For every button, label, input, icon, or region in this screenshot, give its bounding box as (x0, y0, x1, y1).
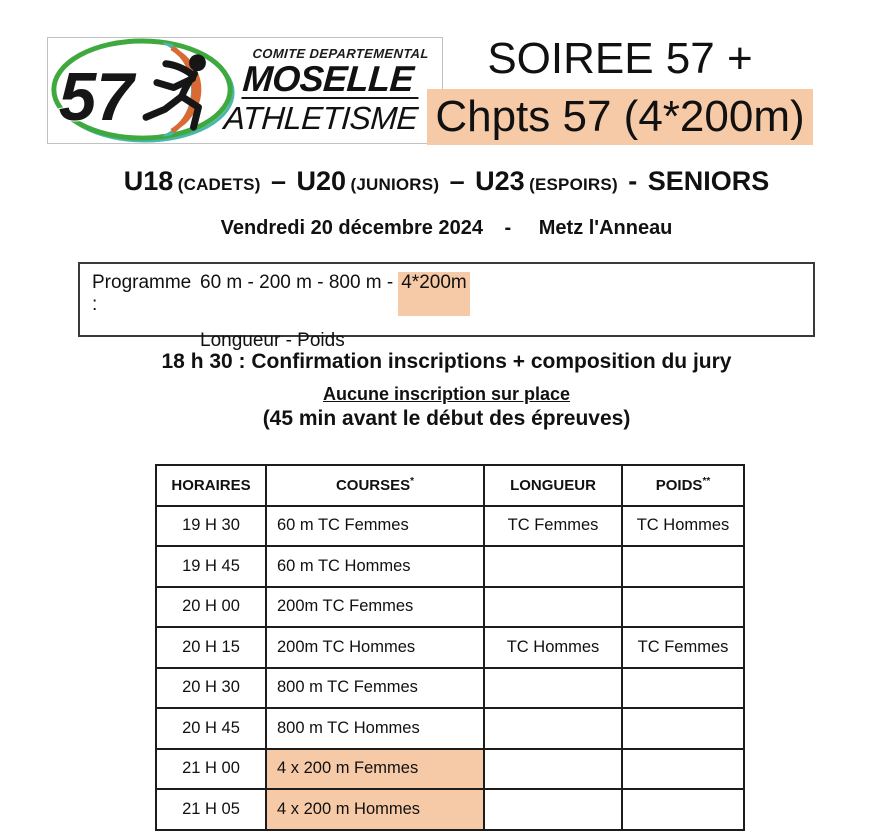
cell-poids (622, 587, 744, 628)
column-header-courses: COURSES* (266, 465, 484, 506)
table-row (156, 587, 744, 628)
cell-course: 800 m TC Hommes (266, 708, 484, 749)
cell-longueur: TC Femmes (484, 506, 622, 547)
logo-org-line2: MOSELLE (241, 61, 420, 99)
categories-line (0, 166, 893, 197)
cell-time: 20 H 30 (156, 668, 266, 709)
category-u20-sub: (JUNIORS) (350, 175, 440, 194)
programme-highlighted-event: 4*200m (398, 272, 470, 316)
category-u20: U20 (296, 166, 347, 196)
table-row (156, 708, 744, 749)
table-row (156, 668, 744, 709)
no-onsite-registration-note: Aucune inscription sur place (322, 384, 571, 404)
cell-poids: TC Femmes (622, 627, 744, 668)
cell-course: 60 m TC Femmes (266, 506, 484, 547)
event-date: Vendredi 20 décembre 2024 (220, 217, 483, 239)
table-row (156, 789, 744, 830)
cell-poids: TC Hommes (622, 506, 744, 547)
cell-time: 19 H 45 (156, 546, 266, 587)
programme-events: 60 m - 200 m - 800 m - (200, 272, 394, 293)
cell-longueur (484, 708, 622, 749)
cell-time: 20 H 45 (156, 708, 266, 749)
cell-time: 20 H 00 (156, 587, 266, 628)
cell-poids (622, 668, 744, 709)
cell-time: 20 H 15 (156, 627, 266, 668)
table-header-row (156, 465, 744, 506)
schedule-table (155, 464, 745, 831)
logo-org-line1: COMITE DEPARTEMENTAL (252, 46, 430, 61)
table-row (156, 506, 744, 547)
event-title: SOIREE 57 + (487, 34, 753, 83)
category-u23-sub: (ESPOIRS) (529, 175, 618, 194)
table-row (156, 546, 744, 587)
athletics-logo-icon (48, 38, 238, 143)
event-date-line (0, 217, 893, 240)
logo-number: 57 (58, 60, 134, 136)
cell-longueur (484, 546, 622, 587)
date-separator: - (504, 217, 512, 239)
cell-time: 21 H 00 (156, 749, 266, 790)
programme-label: Programme : (92, 272, 192, 315)
logo-box (47, 37, 443, 144)
category-separator: – (449, 166, 465, 196)
cell-poids (622, 749, 744, 790)
logo-org-line3: ATHLETISME (222, 100, 419, 136)
cell-course: 60 m TC Hommes (266, 546, 484, 587)
cell-course: 200m TC Femmes (266, 587, 484, 628)
programme-field-events: Longueur - Poids (200, 330, 345, 351)
category-separator: - (628, 166, 638, 196)
category-u18: U18 (123, 166, 174, 196)
cell-course-highlighted: 4 x 200 m Femmes (266, 749, 484, 790)
event-subtitle-highlighted: Chpts 57 (4*200m) (427, 89, 813, 145)
category-separator: – (271, 166, 287, 196)
cell-poids (622, 546, 744, 587)
programme-box (78, 262, 815, 351)
cell-course-highlighted: 4 x 200 m Hommes (266, 789, 484, 830)
table-row (156, 627, 744, 668)
column-header-longueur: LONGUEUR (484, 465, 622, 506)
column-header-poids: POIDS** (622, 465, 744, 506)
cell-longueur (484, 749, 622, 790)
cell-time: 19 H 30 (156, 506, 266, 547)
category-u23: U23 (475, 166, 525, 196)
logo-text (221, 47, 445, 134)
cell-longueur (484, 668, 622, 709)
cell-poids (622, 708, 744, 749)
confirmation-note: 18 h 30 : Confirmation inscriptions + composition du jury (161, 350, 732, 373)
cell-course: 200m TC Hommes (266, 627, 484, 668)
column-header-horaires: HORAIRES (156, 465, 266, 506)
cell-longueur (484, 789, 622, 830)
table-row (156, 749, 744, 790)
cell-longueur (484, 587, 622, 628)
cell-longueur: TC Hommes (484, 627, 622, 668)
category-u18-sub: (CADETS) (177, 175, 261, 194)
category-seniors: SENIORS (647, 166, 770, 196)
cell-time: 21 H 05 (156, 789, 266, 830)
cell-poids (622, 789, 744, 830)
event-venue: Metz l'Anneau (538, 217, 673, 239)
programme-track-events-row (80, 264, 813, 316)
cell-course: 800 m TC Femmes (266, 668, 484, 709)
timing-note: (45 min avant le début des épreuves) (262, 407, 631, 430)
